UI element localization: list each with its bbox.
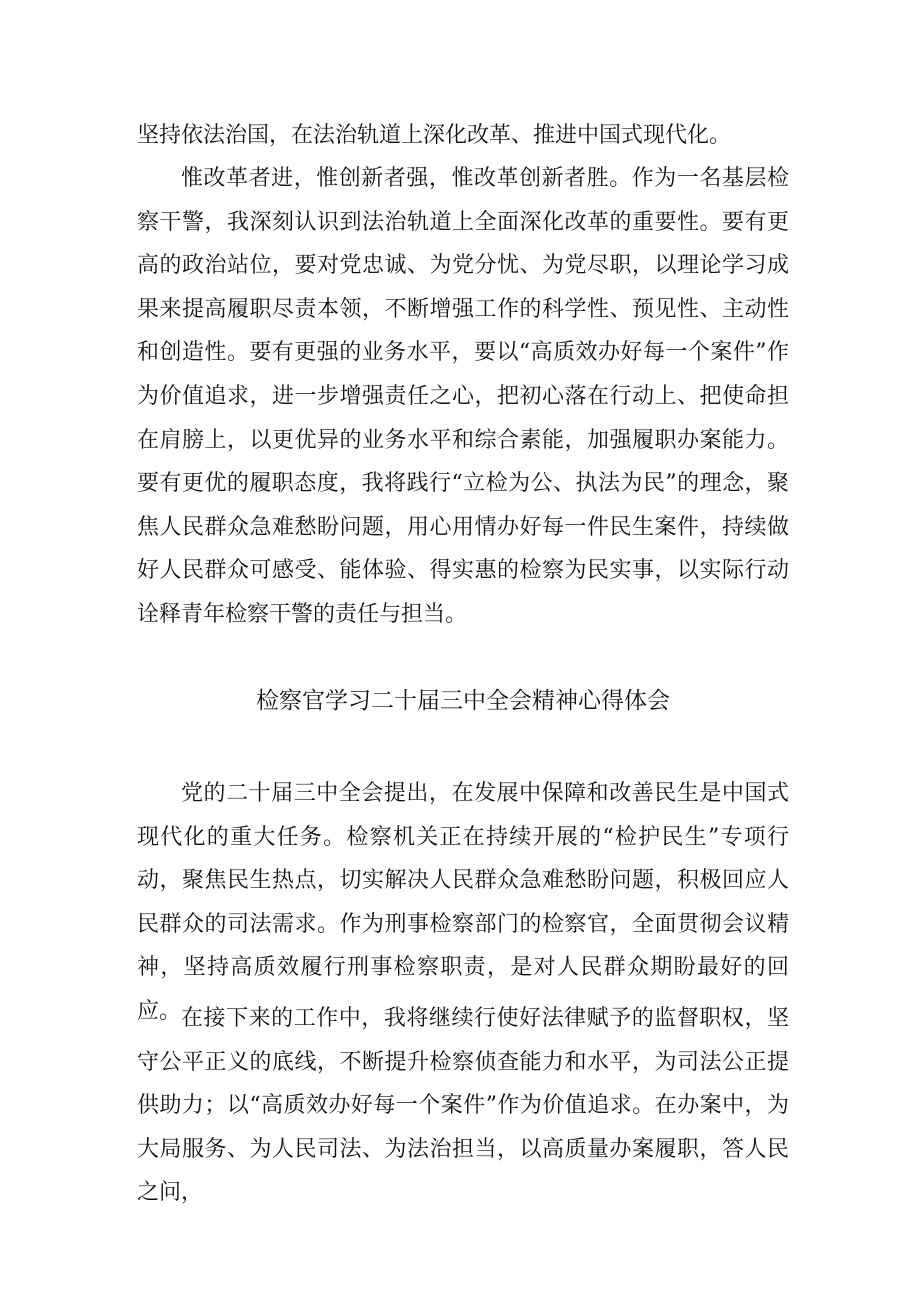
paragraph-plenary-livelihood: 党的二十届三中全会提出，在发展中保障和改善民生是中国式现代化的重大任务。检察机关正在持续开展的“检护民生”专项行动，聚焦民生热点，切实解决人民群众急难愁盼问题，积极回应人民群众的司法需求。作为刑事检察部门的检察官，全面贯彻会议精神，坚持高质效履行刑事检察职责，是对人民群众期盼最好的回应。 xyxy=(137,781,789,1024)
paragraph-reform-innovation: 惟改革者进，惟创新者强，惟改革创新者胜。作为一名基层检察干警，我深刻认识到法治轨道上全面深化改革的重要性。要有更高的政治站位，要对党忠诚、为党分忧、为党尽职，以理论学习成果来提高履职尽责本领，不断增强工作的科学性、预见性、主动性和创造性。要有更强的业务水平，要以“高质效办好每一个案件”作为价值追求，进一步增强责任之心，把初心落在行动上、把使命担在肩膀上，以更优异的业务水平和综合素能，加强履职办案能力。要有更优的履职态度，我将践行“立检为公、执法为民”的理念，聚焦人民群众急难愁盼问题，用心用情办好每一件民生案件，持续做好人民群众可感受、能体验、得实惠的检察为民实事，以实际行动诠释青年检察干警的责任与担当。 xyxy=(137,166,789,627)
paragraph-intro-line: 坚持依法治国，在法治轨道上深化改革、推进中国式现代化。 xyxy=(137,123,732,148)
paragraph-next-work: 在接下来的工作中，我将继续行使好法律赋予的监督职权，坚守公平正义的底线，不断提升检察侦查能力和水平，为司法公正提供助力；以“高质效办好每一个案件”作为价值追求。在办案中，为大局服务、为人民司法、为法治担当，以高质量办案履职，答人民之问， xyxy=(137,1006,789,1206)
section-title: 检察官学习二十届三中全会精神心得体会 xyxy=(256,688,670,714)
